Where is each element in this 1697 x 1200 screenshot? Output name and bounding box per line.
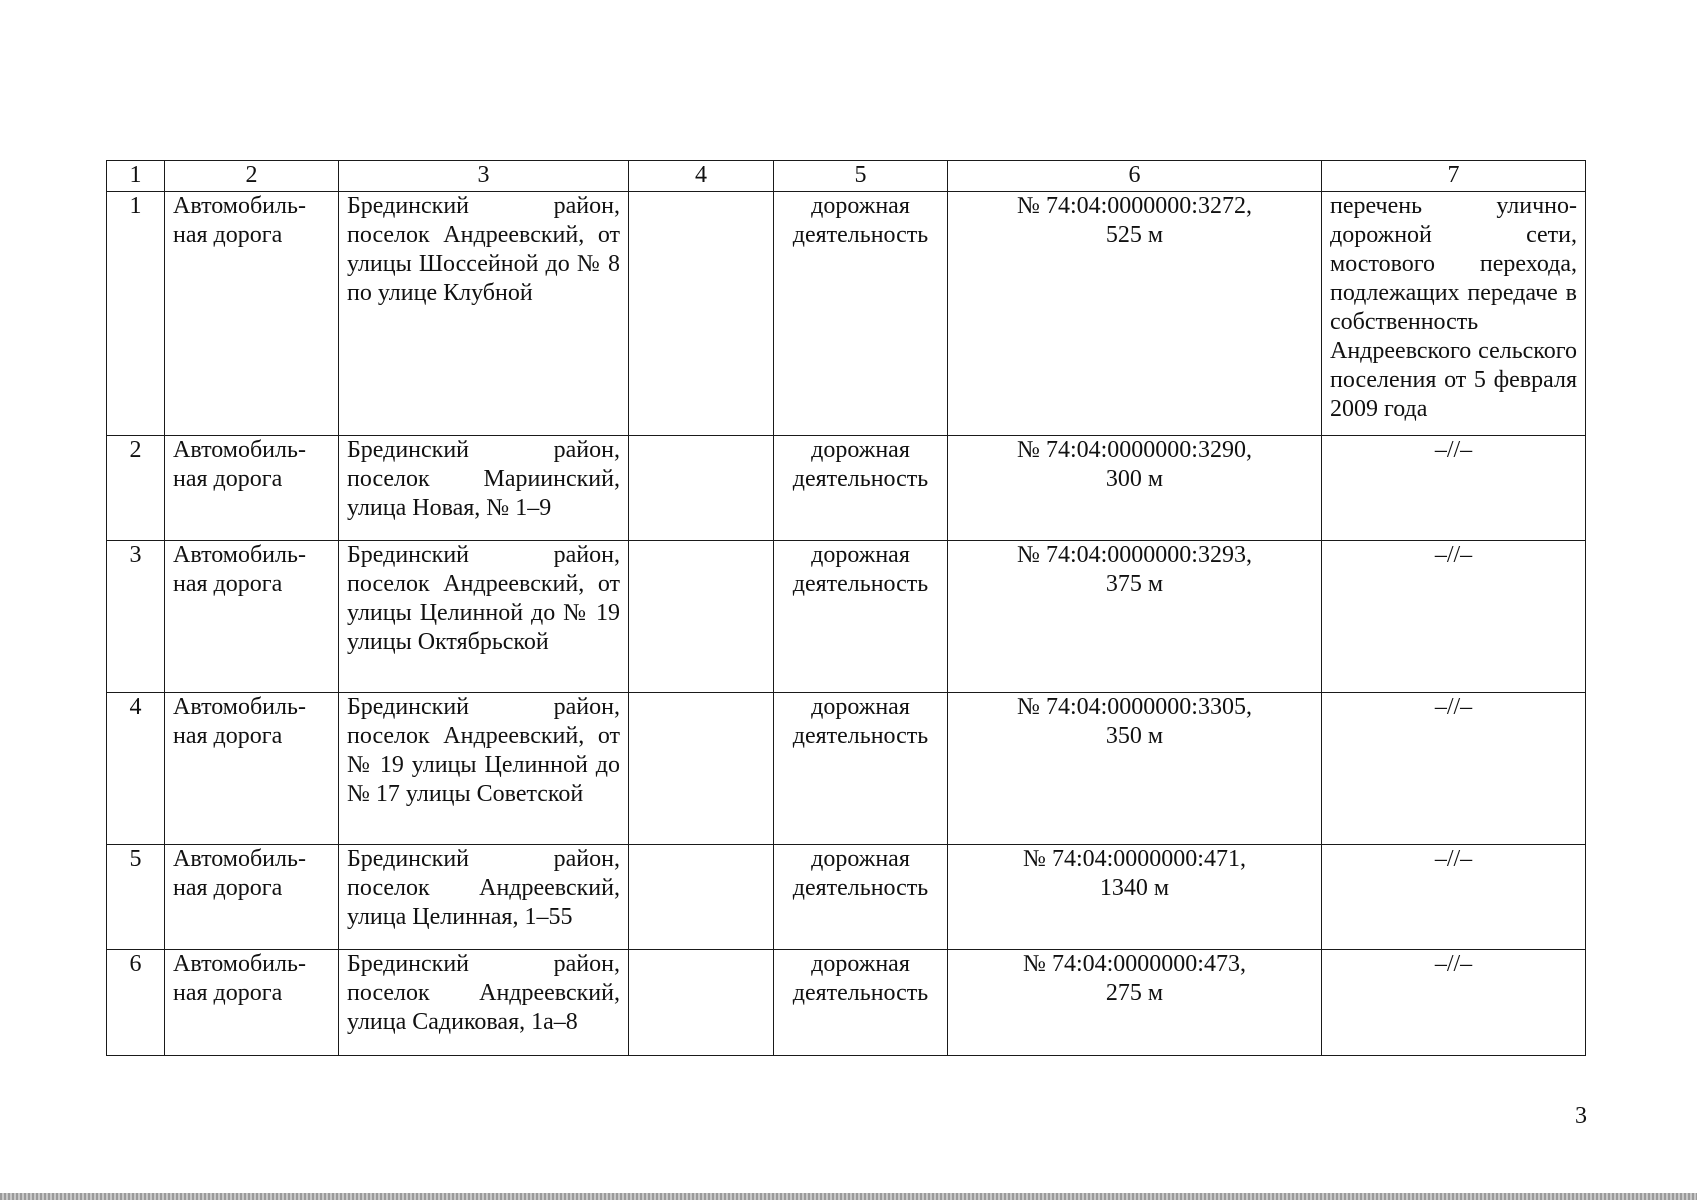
purpose-line: дорожная — [811, 951, 910, 977]
basis-document: –//– — [1322, 845, 1586, 950]
column-4-cell — [629, 436, 774, 541]
basis-document: –//– — [1322, 950, 1586, 1056]
cadastral-info — [948, 693, 1322, 845]
purpose-line: дорожная — [811, 846, 910, 872]
header-cell-7: 7 — [1322, 161, 1586, 192]
purpose — [774, 845, 948, 950]
object-address: Брединский район, поселок Андреевский, от № 19 улицы Целинной до № 17 улицы Советской — [339, 693, 629, 845]
length-value: 300 м — [1105, 466, 1164, 492]
property-table — [106, 160, 1586, 1056]
length-value: 375 м — [1105, 571, 1164, 597]
header-cell-3: 3 — [339, 161, 629, 192]
object-address: Брединский район, поселок Андреевский, улица Садиковая, 1а–8 — [339, 950, 629, 1056]
page-number: 3 — [1575, 1103, 1587, 1129]
cadastral-info — [948, 192, 1322, 436]
basis-document: –//– — [1322, 693, 1586, 845]
object-name — [165, 693, 339, 845]
length-value: 1340 м — [1099, 875, 1170, 901]
column-4-cell — [629, 541, 774, 693]
object-name-line: ная дорога — [173, 980, 283, 1006]
object-name-line: Автомобиль- — [173, 437, 306, 463]
purpose-line: деятельность — [792, 875, 929, 901]
cadastral-number: № 74:04:0000000:3305, — [1017, 694, 1252, 720]
object-address: Брединский район, поселок Андреевский, от улицы Целинной до № 19 улицы Октябрьской — [339, 541, 629, 693]
header-cell-5: 5 — [774, 161, 948, 192]
header-cell-6: 6 — [948, 161, 1322, 192]
object-name-line: ная дорога — [173, 875, 283, 901]
table-row — [107, 541, 1586, 693]
object-name — [165, 192, 339, 436]
row-number: 1 — [107, 192, 165, 436]
object-name-line: Автомобиль- — [173, 542, 306, 568]
cadastral-number: № 74:04:0000000:3290, — [1017, 437, 1252, 463]
table-row — [107, 845, 1586, 950]
cadastral-info — [948, 541, 1322, 693]
purpose — [774, 541, 948, 693]
purpose-line: дорожная — [811, 542, 910, 568]
scan-edge-strip — [0, 1193, 1697, 1200]
table-row — [107, 436, 1586, 541]
cadastral-number: № 74:04:0000000:471, — [1023, 846, 1246, 872]
object-name-line: ная дорога — [173, 466, 283, 492]
purpose-line: дорожная — [811, 193, 910, 219]
column-4-cell — [629, 950, 774, 1056]
row-number: 6 — [107, 950, 165, 1056]
column-4-cell — [629, 845, 774, 950]
object-name-line: ная дорога — [173, 723, 283, 749]
length-value: 350 м — [1105, 723, 1164, 749]
object-address: Брединский район, поселок Андреевский, от улицы Шоссейной до № 8 по улице Клубной — [339, 192, 629, 436]
purpose — [774, 436, 948, 541]
row-number: 3 — [107, 541, 165, 693]
object-name-line: Автомобиль- — [173, 694, 306, 720]
cadastral-number: № 74:04:0000000:3272, — [1017, 193, 1252, 219]
purpose-line: деятельность — [792, 980, 929, 1006]
header-cell-2: 2 — [165, 161, 339, 192]
purpose-line: деятельность — [792, 466, 929, 492]
header-cell-4: 4 — [629, 161, 774, 192]
header-cell-1: 1 — [107, 161, 165, 192]
table-row — [107, 950, 1586, 1056]
object-name — [165, 950, 339, 1056]
table-row — [107, 693, 1586, 845]
object-name — [165, 845, 339, 950]
table-header-row — [107, 161, 1586, 192]
table-row — [107, 192, 1586, 436]
object-address: Брединский район, поселок Андреевский, улица Целинная, 1–55 — [339, 845, 629, 950]
purpose-line: деятельность — [792, 571, 929, 597]
length-value: 275 м — [1105, 980, 1164, 1006]
basis-document: –//– — [1322, 436, 1586, 541]
purpose — [774, 950, 948, 1056]
column-4-cell — [629, 693, 774, 845]
purpose-line: деятельность — [792, 723, 929, 749]
purpose-line: дорожная — [811, 694, 910, 720]
object-address: Брединский район, поселок Мариинский, улица Новая, № 1–9 — [339, 436, 629, 541]
cadastral-info — [948, 436, 1322, 541]
row-number: 2 — [107, 436, 165, 541]
column-4-cell — [629, 192, 774, 436]
object-name-line: Автомобиль- — [173, 951, 306, 977]
cadastral-info — [948, 845, 1322, 950]
cadastral-number: № 74:04:0000000:473, — [1023, 951, 1246, 977]
purpose-line: дорожная — [811, 437, 910, 463]
object-name-line: ная дорога — [173, 571, 283, 597]
purpose — [774, 192, 948, 436]
object-name — [165, 541, 339, 693]
object-name — [165, 436, 339, 541]
row-number: 4 — [107, 693, 165, 845]
cadastral-number: № 74:04:0000000:3293, — [1017, 542, 1252, 568]
purpose — [774, 693, 948, 845]
length-value: 525 м — [1105, 222, 1164, 248]
basis-document: –//– — [1322, 541, 1586, 693]
object-name-line: ная дорога — [173, 222, 283, 248]
row-number: 5 — [107, 845, 165, 950]
object-name-line: Автомобиль- — [173, 193, 306, 219]
purpose-line: деятельность — [792, 222, 929, 248]
object-name-line: Автомобиль- — [173, 846, 306, 872]
cadastral-info — [948, 950, 1322, 1056]
property-table-container — [106, 160, 1585, 1056]
basis-document: перечень улично-дорожной сети, мостового перехода, подлежащих передаче в собственность Андреевского сельского поселения от 5 февраля 2009 года — [1322, 192, 1586, 436]
